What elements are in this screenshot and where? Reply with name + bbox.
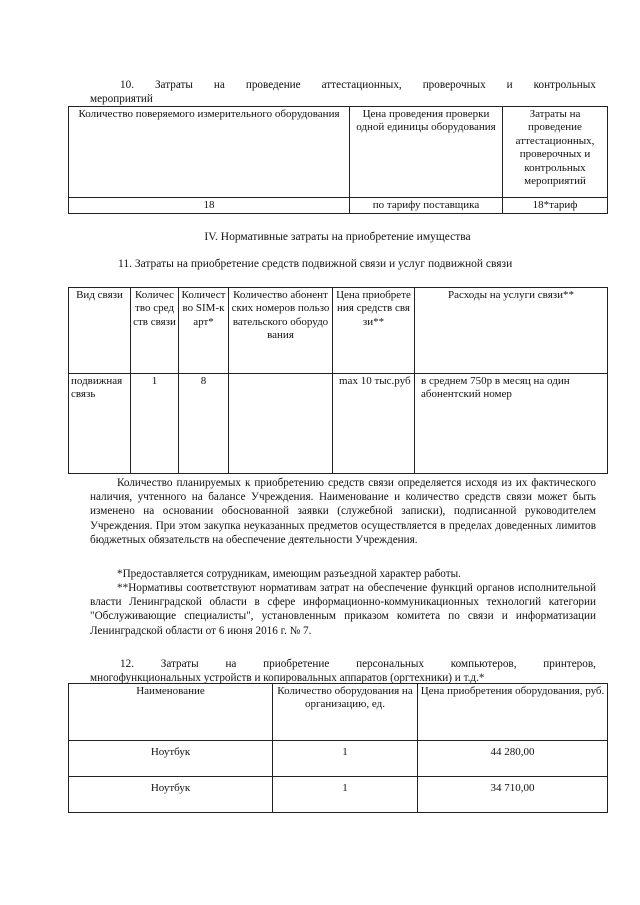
- section-10-table: [68, 106, 608, 214]
- section-10-heading-word: проверочных: [422, 79, 486, 91]
- table-cell: 1: [273, 741, 418, 777]
- section-12-heading-word: на: [225, 658, 237, 670]
- table-header-row: [69, 107, 608, 198]
- section-12-table: [68, 683, 608, 813]
- section-10-heading-word: контрольных: [533, 79, 596, 91]
- section-12-heading-line2: многофункциональных устройств и копировальных аппаратов (оргтехники) и т.д.*: [90, 672, 485, 684]
- header-cell: Количество средств связи: [131, 288, 179, 374]
- section-12-heading-line1: [90, 657, 596, 671]
- table-cell: [229, 374, 333, 474]
- header-cell: Цена приобретения оборудования, руб.: [418, 684, 608, 741]
- header-cell: Вид связи: [69, 288, 131, 374]
- table-cell: 1: [131, 374, 179, 474]
- table-cell: 44 280,00: [418, 741, 608, 777]
- section-10-heading-line2: мероприятий: [90, 93, 153, 105]
- section-10-number: 10.: [120, 79, 134, 91]
- header-cell: Количество абонентских номеров пользовательского оборудования: [229, 288, 333, 374]
- header-cell: Наименование: [69, 684, 273, 741]
- section-11-paragraph: Количество планируемых к приобретению средств связи определяется исходя из их фактического наличия, учтенного на балансе Учреждения. Наименование и количество средств связи может быть изменено на основании обоснованной заявки (служебной записки), подписанной руководителем Учреждения. При этом закупка неуказанных предметов осуществляется в пределах доведенных лимитов бюджетных обязательств на обеспечение деятельности Учреждения.: [90, 477, 596, 546]
- section-11-heading: 11. Затраты на приобретение средств подвижной связи и услуг подвижной связи: [118, 258, 513, 270]
- table-cell: 8: [179, 374, 229, 474]
- table-row: [69, 777, 608, 813]
- table-cell: Ноутбук: [69, 777, 273, 813]
- section-10-heading-word: проведение: [245, 79, 301, 91]
- section-10-heading-word: Затраты: [154, 79, 193, 91]
- table-cell: Ноутбук: [69, 741, 273, 777]
- header-cell: Количество поверяемого измерительного оборудования: [69, 107, 350, 198]
- section-11-table: [68, 287, 608, 474]
- section-12-heading: [90, 657, 596, 685]
- section-10-heading-line1: [90, 78, 596, 92]
- header-cell: Расходы на услуги связи**: [415, 288, 608, 374]
- table-row: [69, 741, 608, 777]
- table-cell: в среднем 750р в месяц на один абонентский номер: [415, 374, 608, 474]
- section-12-heading-word: компьютеров,: [450, 658, 517, 670]
- footnote-1: *Предоставляется сотрудникам, имеющим разъездной характер работы.: [117, 568, 461, 580]
- header-cell: Цена приобретения средств связи**: [333, 288, 415, 374]
- table-cell: 1: [273, 777, 418, 813]
- part-4-title: IV. Нормативные затраты на приобретение имущества: [204, 231, 471, 243]
- footnote-2: **Нормативы соответствуют нормативам затрат на обеспечение функций органов исполнительной власти Ленинградской области в сфере информационно-коммуникационных технологий категории "Обслуживающие специалисты", установленным приказом комитета по связи и информатизации Ленинградской области от 6 июня 2016 г. № 7.: [90, 582, 596, 637]
- section-10-heading-word: на: [213, 79, 225, 91]
- table-header-row: [69, 288, 608, 374]
- header-cell: Количество оборудования на организацию, ед.: [273, 684, 418, 741]
- table-cell: по тарифу поставщика: [350, 198, 503, 214]
- section-12-heading-word: принтеров,: [543, 658, 596, 670]
- table-row: [69, 198, 608, 214]
- header-cell: Цена проведения проверки одной единицы оборудования: [350, 107, 503, 198]
- table-cell: max 10 тыс.руб: [333, 374, 415, 474]
- section-12-heading-word: Затраты: [160, 658, 199, 670]
- table-row: [69, 374, 608, 474]
- section-12-heading-word: персональных: [356, 658, 425, 670]
- table-cell: 18: [69, 198, 350, 214]
- table-cell: 18*тариф: [503, 198, 608, 214]
- header-cell: Затраты на проведение аттестационных, проверочных и контрольных мероприятий: [503, 107, 608, 198]
- header-cell: Количество SIM-карт*: [179, 288, 229, 374]
- table-header-row: [69, 684, 608, 741]
- table-cell: 34 710,00: [418, 777, 608, 813]
- section-12-heading-word: приобретение: [263, 658, 330, 670]
- table-cell: подвижная связь: [69, 374, 131, 474]
- section-10-heading: [90, 78, 596, 106]
- section-12-number: 12.: [120, 658, 134, 670]
- section-10-heading-word: и: [506, 79, 513, 91]
- section-10-heading-word: аттестационных,: [321, 79, 402, 91]
